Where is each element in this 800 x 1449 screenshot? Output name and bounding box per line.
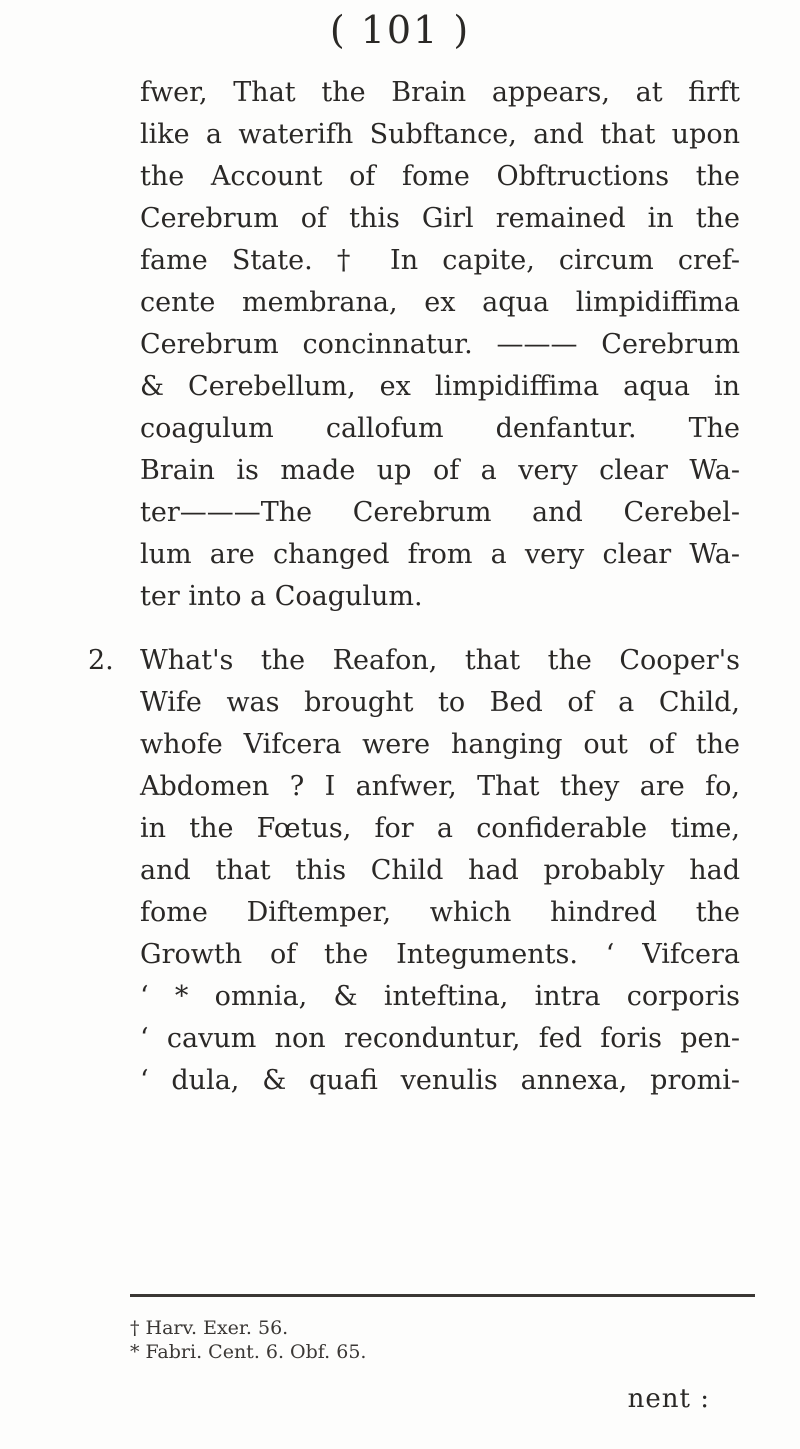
footnote: * Fabri. Cent. 6. Obf. 65. [130,1341,367,1363]
text-line: fome Diftemper, which hindred the [140,897,740,928]
text-line: cente membrana, ex aqua limpidiffima [140,287,740,318]
paragraph-number: 2. [88,645,114,676]
text-line: ‘ * omnia, & inteftina, intra corporis [140,981,740,1012]
text-line: ‘ dula, & quafi venulis annexa, promi- [140,1065,740,1096]
page-number: ( 101 ) [329,8,471,52]
text-line: like a waterifh Subftance, and that upon [140,119,740,150]
text-line: Brain is made up of a very clear Wa- [140,455,740,486]
footnotes [130,1316,366,1364]
text-line: ter into a Coagulum. [140,581,423,612]
text-line: ter———The Cerebrum and Cerebel- [140,497,740,528]
text-line: & Cerebellum, ex limpidiffima aqua in [140,371,740,402]
text-line: and that this Child had probably had [140,855,740,886]
text-line: ‘ cavum non reconduntur, fed foris pen- [140,1023,740,1054]
text-line: What's the Reafon, that the Cooper's [140,645,740,676]
text-line: fwer, That the Brain appears, at firft [140,77,740,108]
text-line: Wife was brought to Bed of a Child, [140,687,740,718]
text-line: the Account of fome Obftructions the [140,161,740,192]
footnote: † Harv. Exer. 56. [130,1317,289,1339]
text-line: lum are changed from a very clear Wa- [140,539,740,570]
text-line: Abdomen ? I anfwer, That they are fo, [140,771,740,802]
body-text [88,72,740,1102]
text-line: whofe Vifcera were hanging out of the [140,729,740,760]
text-line: Cerebrum concinnatur. ——— Cerebrum [140,329,740,360]
text-line: Cerebrum of this Girl remained in the [140,203,740,234]
text-line: in the Fœtus, for a confiderable time, [140,813,740,844]
footnote-rule [130,1294,755,1297]
text-line: coagulum callofum denfantur. The [140,413,740,444]
catchword: nent : [627,1384,710,1414]
numbered-paragraph [88,640,740,682]
text-line: Growth of the Integuments. ‘ Vifcera [140,939,740,970]
text-line: fame State. † In capite, circum cref- [140,245,740,276]
